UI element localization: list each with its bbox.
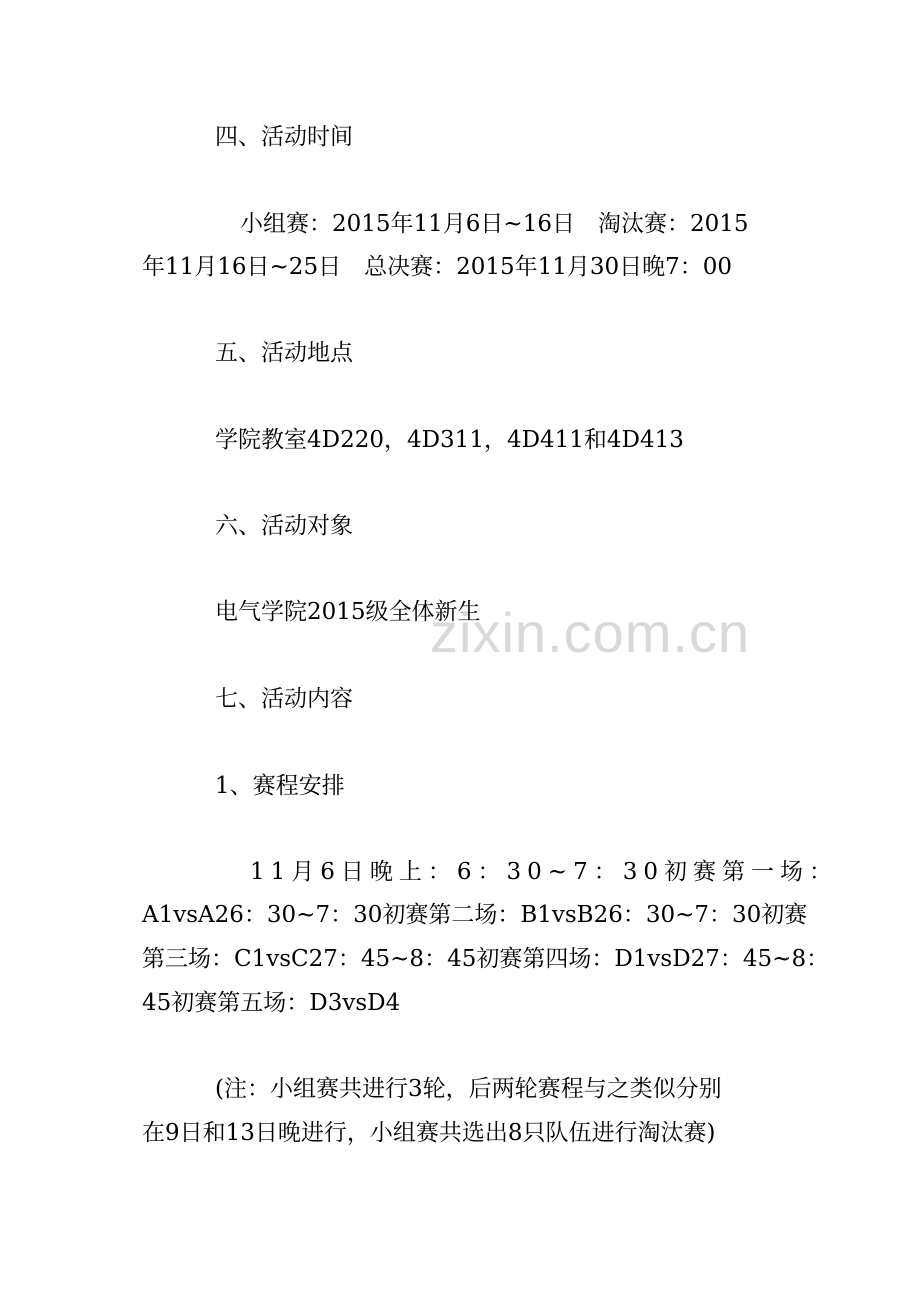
- target-text: 电气学院2015级全体新生: [215, 599, 481, 625]
- section-heading-time: 四、活动时间: [215, 124, 353, 150]
- schedule-line-4: 45初赛第五场：D3vsD4: [142, 990, 401, 1016]
- note-line-1: (注：小组赛共进行3轮，后两轮赛程与之类似分别: [215, 1076, 722, 1102]
- watermark: zixin.com.cn: [430, 601, 751, 664]
- subheading-schedule: 1、赛程安排: [215, 773, 345, 799]
- schedule-line-3: 第三场：C1vsC27：45~8：45初赛第四场：D1vsD27：45~8：: [142, 946, 830, 972]
- time-paragraph-line-1: 小组赛：2015年11月6日~16日 淘汰赛：2015: [240, 211, 749, 237]
- note-line-2: 在9日和13日晚进行，小组赛共选出8只队伍进行淘汰赛): [142, 1120, 716, 1146]
- schedule-line-2: A1vsA26：30~7：30初赛第二场：B1vsB26：30~7：30初赛: [142, 902, 808, 928]
- schedule-line-1: 11月6日晚上：6：30~7：30初赛第一场：: [250, 859, 838, 885]
- section-heading-content: 七、活动内容: [215, 686, 353, 712]
- time-paragraph-line-2: 年11月16日~25日 总决赛：2015年11月30日晚7：00: [142, 254, 733, 280]
- place-text: 学院教室4D220，4D311，4D411和4D413: [215, 427, 684, 453]
- section-heading-target: 六、活动对象: [215, 513, 353, 539]
- section-heading-place: 五、活动地点: [215, 340, 353, 366]
